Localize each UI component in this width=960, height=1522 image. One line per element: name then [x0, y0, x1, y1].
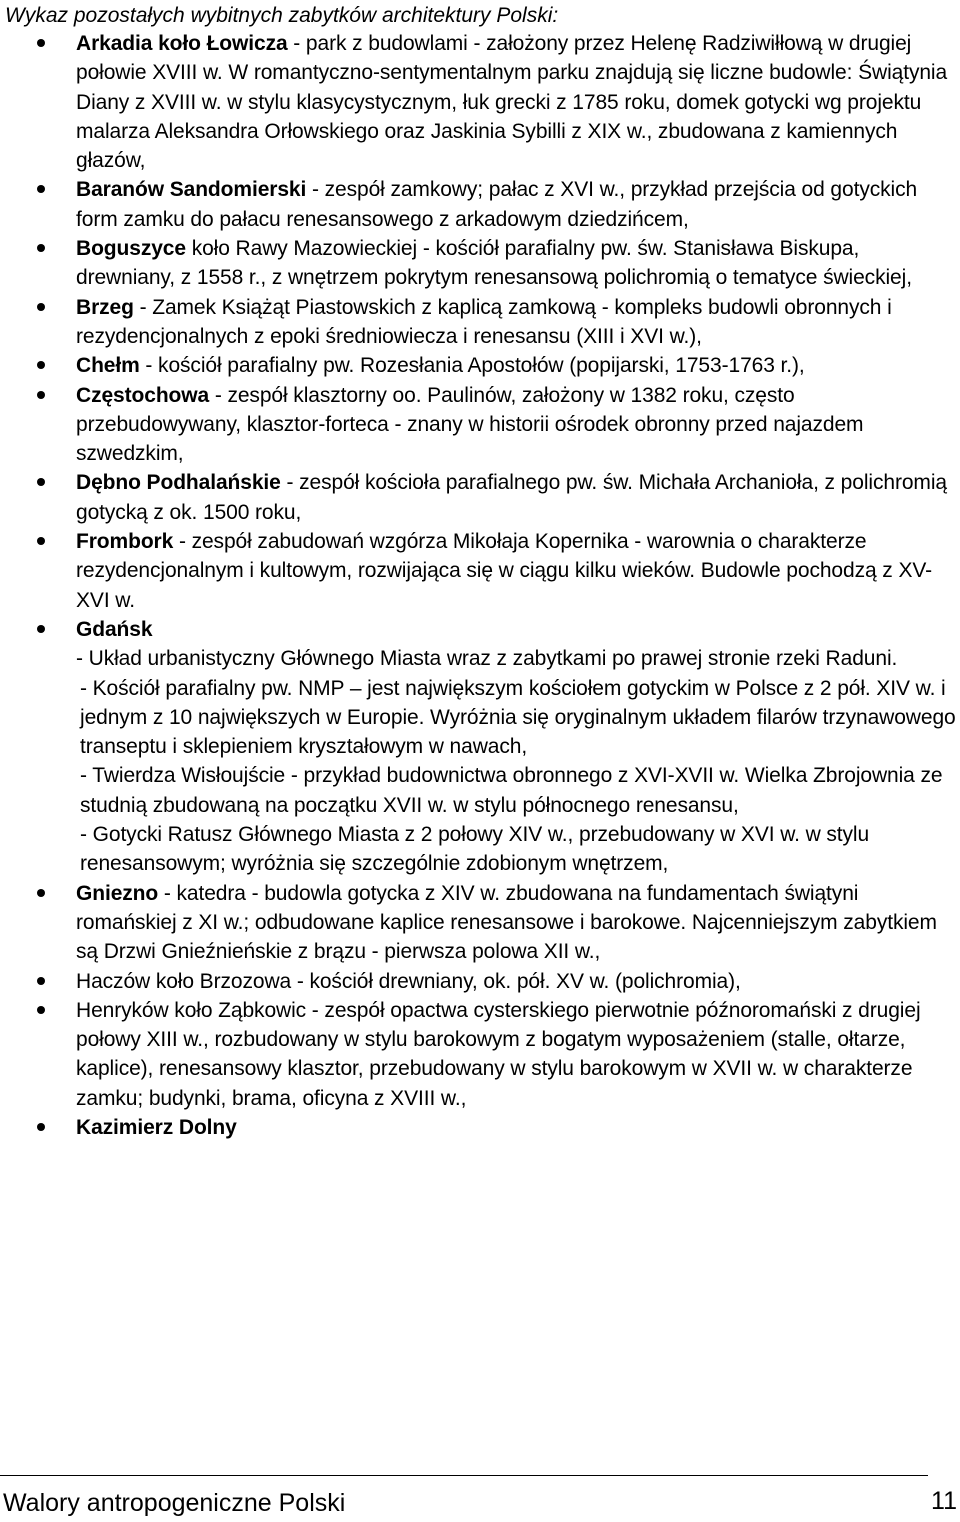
monument-list	[0, 29, 960, 1142]
monument-description: Henryków koło Ząbkowic - zespół opactwa cysterskiego pierwotnie późnoromański z drugiej połowy XIII w., rozbudowany w stylu barokowym z bogatym wyposażeniem (stalle, ołtarze, kaplice), renesansowy klasztor, przebudowany w stylu barokowym w XVII w. w charakterze zamku; budynki, brama, oficyna z XVIII w.,	[76, 998, 921, 1110]
list-item	[0, 29, 960, 175]
list-item	[0, 527, 960, 615]
monument-name: Boguszyce	[76, 237, 186, 261]
page-number: 11	[931, 1487, 957, 1515]
list-item	[0, 996, 960, 1113]
monument-description: - park z budowlami - założony przez Helenę Radziwiłłową w drugiej połowie XVIII w. W romantyczno-sentymentalnym parku znajdują się liczne budowle: Świątynia Diany z XVIII w. w stylu klasycystycznym, łuk grecki z 1785 roku, domek gotycki wg projektu malarza Aleksandra Orłowskiego oraz Jaskinia Sybilli z XIX w., zbudowana z kamiennych głazów,	[76, 32, 948, 173]
page-heading: Wykaz pozostałych wybitnych zabytków architektury Polski:	[5, 4, 559, 27]
monument-name: Dębno Podhalańskie	[76, 471, 281, 495]
monument-description: - zespół kościoła parafialnego pw. św. Michała Archanioła, z polichromią gotycką z ok. 1500 roku,	[76, 471, 947, 524]
footer-title: Walory antropogeniczne Polski	[3, 1489, 346, 1517]
monument-description: - zespół klasztorny oo. Paulinów, założony w 1382 roku, często przebudowywany, klasztor-forteca - znany w historii ośrodek obronny przed najazdem szwedzkim,	[76, 383, 864, 466]
monument-name: Chełm	[76, 354, 140, 378]
gdansk-detail	[0, 644, 960, 673]
list-item	[0, 175, 960, 234]
monument-description: - katedra - budowla gotycka z XIV w. zbudowana na fundamentach świątyni romańskiej z XI w.; odbudowane kaplice renesansowe i barokowe. Najcenniejszym zabytkiem są Drzwi Gnieźnieńskie z brązu - pierwsza polowa XII w.,	[76, 881, 937, 964]
monument-description: koło Rawy Mazowieckiej - kościół parafialny pw. św. Stanisława Biskupa, drewniany, z 1558 r., z wnętrzem pokrytym renesansową polichromią o tematyce świeckiej,	[76, 237, 912, 290]
monument-description: - kościół parafialny pw. Rozesłania Apostołów (popijarski, 1753-1763 r.),	[139, 354, 805, 378]
list-item	[0, 468, 960, 527]
monument-name: Częstochowa	[76, 383, 210, 407]
monument-name: Brzeg	[76, 295, 134, 319]
list-item	[0, 1113, 960, 1142]
list-item	[0, 615, 960, 644]
detail-text: - Twierdza Wisłoujście - przykład budownictwa obronnego z XVI-XVII w. Wielka Zbrojownia ze studnią zbudowaną na początku XVII w. w stylu północnego renesansu,	[80, 764, 943, 817]
list-item	[0, 879, 960, 967]
list-item	[0, 967, 960, 996]
monument-name: Frombork	[76, 530, 174, 554]
monument-description: - Zamek Książąt Piastowskich z kaplicą zamkową - kompleks budowli obronnych i rezydencjonalnych z epoki średniowiecza i renesansu (XIII i XVI w.),	[76, 295, 892, 348]
detail-text: - Gotycki Ratusz Głównego Miasta z 2 połowy XIV w., przebudowany w XVI w. w stylu renesansowym; wyróżnia się szczególnie zdobionym wnętrzem,	[80, 823, 870, 876]
monument-description: - zespół zabudowań wzgórza Mikołaja Kopernika - warownia o charakterze rezydencjonalnym i kultowym, rozwijająca się w ciągu kilku wieków. Budowle pochodzą z XV-XVI w.	[76, 530, 932, 612]
detail-text: - Układ urbanistyczny Głównego Miasta wraz z zabytkami po prawej stronie rzeki Raduni.	[76, 647, 898, 671]
detail-text: - Kościół parafialny pw. NMP – jest największym kościołem gotyckim w Polsce z 2 pół. XIV w. i jednym z 10 największych w Europie. Wyróżnia się oryginalnym układem filarów trzynawowego transeptu i sklepieniem kryształowym w nawach,	[80, 676, 956, 759]
footer-divider	[0, 1475, 928, 1476]
list-item	[0, 234, 960, 293]
gdansk-detail	[0, 820, 960, 879]
gdansk-detail	[0, 761, 960, 820]
monument-description: - zespół zamkowy; pałac z XVI w., przykład przejścia od gotyckich form zamku do pałacu renesansowego z arkadowym dziedzińcem,	[76, 178, 918, 231]
monument-name: Arkadia koło Łowicza	[76, 32, 288, 55]
list-item	[0, 293, 960, 352]
list-item	[0, 381, 960, 469]
monument-name: Baranów Sandomierski	[76, 178, 307, 202]
monument-description: Haczów koło Brzozowa - kościół drewniany, ok. pół. XV w. (polichromia),	[76, 969, 741, 993]
monument-name: Gniezno	[76, 881, 159, 905]
list-item	[0, 351, 960, 380]
gdansk-detail	[0, 674, 960, 762]
monument-name: Kazimierz Dolny	[76, 1115, 237, 1139]
monument-name: Gdańsk	[76, 617, 153, 641]
